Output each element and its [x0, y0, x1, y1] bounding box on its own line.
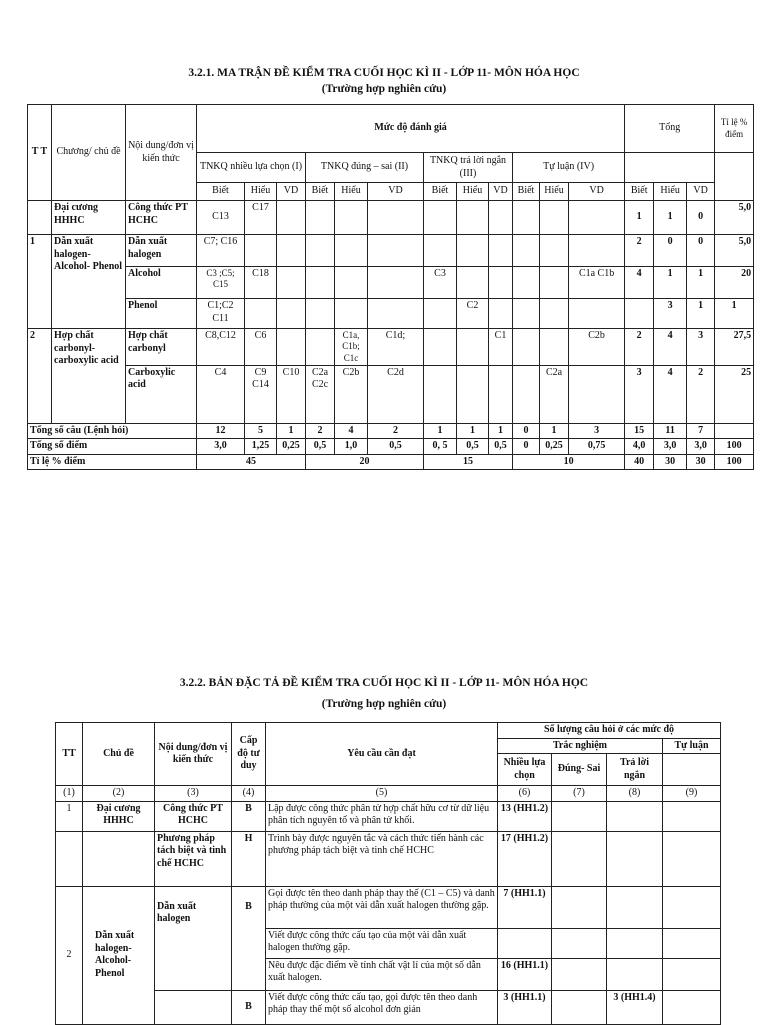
- hdr-noidung: Nội dung/đơn vị kiến thức: [155, 723, 232, 786]
- spec-cell: [663, 928, 721, 958]
- cell: [540, 201, 569, 235]
- hdr-vd: VD: [368, 183, 424, 201]
- row-tt: 2: [28, 329, 52, 424]
- row-chuong: Hợp chất carbonyl- carboxylic acid: [52, 329, 126, 424]
- hdr-biet: Biết: [625, 183, 654, 201]
- spec-tt: 2: [56, 886, 83, 1024]
- cell: [424, 235, 457, 267]
- cell: [489, 201, 513, 235]
- total-cell: 1: [489, 423, 513, 439]
- tong-hieu: 1: [654, 267, 687, 299]
- spec-cell: [498, 928, 552, 958]
- cell: C6: [245, 329, 277, 366]
- total-cell: 0,25: [277, 439, 306, 455]
- row-tile: 20: [715, 267, 754, 299]
- cell: C2: [457, 299, 489, 329]
- spec-capdo: B: [232, 886, 266, 990]
- hdr-chuong: Chương/ chủ đề: [52, 105, 126, 201]
- hdr-capdo: Cấp độ tư duy: [232, 723, 266, 786]
- cell: [489, 235, 513, 267]
- hdr-biet: Biết: [306, 183, 335, 201]
- cell: [569, 235, 625, 267]
- cell: [457, 329, 489, 366]
- hdr-hieu: Hiểu: [540, 183, 569, 201]
- row-noidung: Công thức PT HCHC: [126, 201, 197, 235]
- cell: C1a, C1b; C1c: [335, 329, 368, 366]
- col-number: (9): [663, 786, 721, 802]
- total-cell: 4: [335, 423, 368, 439]
- spec-cell: [552, 801, 607, 831]
- cell: C13: [197, 201, 245, 235]
- total-cell: 1: [277, 423, 306, 439]
- spec-cell: [663, 886, 721, 928]
- row-tile: 27,5: [715, 329, 754, 366]
- spec-cell: [552, 928, 607, 958]
- cell: [277, 267, 306, 299]
- cell: C3 ;C5; C15: [197, 267, 245, 299]
- total-cell: 3,0: [654, 439, 687, 455]
- hdr-vd: VD: [277, 183, 306, 201]
- tong-biet: 3: [625, 365, 654, 423]
- spec-cell: [663, 958, 721, 990]
- total-cell: 3: [569, 423, 625, 439]
- spec-yeucau: Nêu được đặc điểm về tính chất vật lí của một số dẫn xuất halogen.: [266, 958, 498, 990]
- tong-vd: 0: [687, 201, 715, 235]
- cell: [457, 365, 489, 423]
- spec-capdo: B: [232, 990, 266, 1024]
- tong-hieu: 0: [654, 235, 687, 267]
- spec-tt: [56, 831, 83, 886]
- row-tt: 1: [28, 235, 52, 329]
- spec-cell: [552, 990, 607, 1024]
- tong-hieu: 4: [654, 365, 687, 423]
- row-noidung: Dẫn xuất halogen: [126, 235, 197, 267]
- spec-yeucau: Viết được công thức cấu tạo của một vài dẫn xuất halogen thường gặp.: [266, 928, 498, 958]
- cell: [569, 201, 625, 235]
- total-cell: 12: [197, 423, 245, 439]
- row-tile: 5,0: [715, 201, 754, 235]
- spec-cell: [552, 958, 607, 990]
- cell: [489, 365, 513, 423]
- hdr-mucdo: Mức độ đánh giá: [197, 105, 625, 153]
- hdr-vd: VD: [569, 183, 625, 201]
- spec-cell: [607, 831, 663, 886]
- tong-biet: 2: [625, 329, 654, 366]
- row-tile: 25: [715, 365, 754, 423]
- hdr-blank: [663, 754, 721, 786]
- spec-subtitle: (Trường hợp nghiên cứu): [321, 698, 447, 710]
- total-cell: 0, 5: [424, 439, 457, 455]
- spec-yeucau: Trình bày được nguyên tắc và cách thức tiến hành các phương pháp tách biệt và tinh chế HCHC: [266, 831, 498, 886]
- spec-capdo: B: [232, 801, 266, 831]
- spec-chude: [83, 831, 155, 886]
- cell: [277, 201, 306, 235]
- tong-biet: 1: [625, 201, 654, 235]
- row-noidung: Alcohol: [126, 267, 197, 299]
- hdr-chude: Chủ đề: [83, 723, 155, 786]
- cell: C7; C16: [197, 235, 245, 267]
- row-tile: 5,0: [715, 235, 754, 267]
- tong-hieu: 4: [654, 329, 687, 366]
- cell: C1: [489, 329, 513, 366]
- cell: [424, 365, 457, 423]
- cell: C1;C2 C11: [197, 299, 245, 329]
- cell: [457, 201, 489, 235]
- cell: C18: [245, 267, 277, 299]
- total-cell: 1: [540, 423, 569, 439]
- cell: [569, 365, 625, 423]
- cell: [513, 299, 540, 329]
- cell: [457, 235, 489, 267]
- total-cell: 1: [457, 423, 489, 439]
- hdr-group-3: TNKQ trả lời ngắn (III): [424, 153, 513, 183]
- cell: C2d: [368, 365, 424, 423]
- col-number: (7): [552, 786, 607, 802]
- tong-biet: 4: [625, 267, 654, 299]
- row-noidung: Carboxylic acid: [126, 365, 197, 423]
- spec-yeucau: Gọi được tên theo danh pháp thay thế (C1 – C5) và danh pháp thường của một vài dẫn xuất halogen thường gặp.: [266, 886, 498, 928]
- tong-vd: 1: [687, 267, 715, 299]
- spec-cell: [663, 831, 721, 886]
- cell: [540, 299, 569, 329]
- cell: C17: [245, 201, 277, 235]
- cell: C8,C12: [197, 329, 245, 366]
- cell: [513, 201, 540, 235]
- tong-biet: 3: [654, 299, 687, 329]
- total-cell: 0,5: [489, 439, 513, 455]
- spec-c6: 17 (HH1.2): [498, 831, 552, 886]
- col-number: (4): [232, 786, 266, 802]
- total-tile-label: Tỉ lệ % điểm: [28, 454, 197, 470]
- total-cell: 40: [625, 454, 654, 470]
- cell: [335, 299, 368, 329]
- total-cell: 5: [245, 423, 277, 439]
- cell: [540, 267, 569, 299]
- total-tile-group: 15: [424, 454, 513, 470]
- tong-vd: 3: [687, 329, 715, 366]
- col-number: (1): [56, 786, 83, 802]
- spec-table: [55, 722, 721, 1025]
- total-cell: 0: [513, 439, 540, 455]
- total-cell: [715, 423, 754, 439]
- total-cell: 0,5: [457, 439, 489, 455]
- spec-cell: [607, 886, 663, 928]
- hdr-hieu: Hiểu: [457, 183, 489, 201]
- spec-c6: 7 (HH1.1): [498, 886, 552, 928]
- spec-c6: 16 (HH1.1): [498, 958, 552, 990]
- hdr-biet: Biết: [513, 183, 540, 201]
- cell: [424, 329, 457, 366]
- spec-yeucau: Lập được công thức phân tử hợp chất hữu cơ từ dữ liệu phân tích nguyên tố và phân tử khối.: [266, 801, 498, 831]
- cell: [489, 299, 513, 329]
- spec-capdo: H: [232, 831, 266, 886]
- total-cell: 0,5: [306, 439, 335, 455]
- cell: [513, 267, 540, 299]
- spec-title: 3.2.2. BẢN ĐẶC TẢ ĐỀ KIỂM TRA CUỐI HỌC KÌ II - LỚP 11- MÔN HÓA HỌC: [179, 677, 589, 689]
- total-cell: 30: [687, 454, 715, 470]
- total-cell: 11: [654, 423, 687, 439]
- hdr-traloi: Trả lời ngắn: [607, 754, 663, 786]
- row-chuong: Dẫn xuất halogen- Alcohol- Phenol: [52, 235, 126, 329]
- spec-noidung: Dẫn xuất halogen: [155, 886, 232, 990]
- col-number: (3): [155, 786, 232, 802]
- cell: [540, 235, 569, 267]
- tong-hieu: 1: [687, 299, 715, 329]
- spec-tt: 1: [56, 801, 83, 831]
- spec-cell: [552, 886, 607, 928]
- tong-vd: 1: [715, 299, 754, 329]
- cell: C10: [277, 365, 306, 423]
- cell: [306, 299, 335, 329]
- total-cell: 1: [424, 423, 457, 439]
- cell: [245, 235, 277, 267]
- hdr-soluong: Số lượng câu hỏi ở các mức độ: [498, 723, 721, 739]
- cell: [306, 201, 335, 235]
- total-cell: 2: [368, 423, 424, 439]
- cell: C9 C14: [245, 365, 277, 423]
- total-tile-group: 45: [197, 454, 306, 470]
- cell: [277, 235, 306, 267]
- hdr-hieu: Hiểu: [245, 183, 277, 201]
- total-cell: 3,0: [687, 439, 715, 455]
- hdr-vd: VD: [489, 183, 513, 201]
- total-cell: 4,0: [625, 439, 654, 455]
- cell: [306, 329, 335, 366]
- cell: [368, 235, 424, 267]
- cell: C1d;: [368, 329, 424, 366]
- tong-vd: 0: [687, 235, 715, 267]
- hdr-biet: Biết: [197, 183, 245, 201]
- hdr-hieu: Hiểu: [654, 183, 687, 201]
- col-number: (8): [607, 786, 663, 802]
- cell: [489, 267, 513, 299]
- col-number: (2): [83, 786, 155, 802]
- row-noidung: Phenol: [126, 299, 197, 329]
- hdr-noidung: Nội dung/đơn vị kiến thức: [126, 105, 197, 201]
- row-noidung: Hợp chất carbonyl: [126, 329, 197, 366]
- total-sodiem-label: Tổng số điểm: [28, 439, 197, 455]
- cell: [277, 329, 306, 366]
- total-cell: 100: [715, 439, 754, 455]
- hdr-group-1: TNKQ nhiều lựa chọn (I): [197, 153, 306, 183]
- spec-noidung: Công thức PT HCHC: [155, 801, 232, 831]
- cell: C4: [197, 365, 245, 423]
- hdr-tong: Tổng: [625, 105, 715, 153]
- matrix-title: 3.2.1. MA TRẬN ĐỀ KIỂM TRA CUỐI HỌC KÌ II - LỚP 11- MÔN HÓA HỌC: [188, 67, 580, 79]
- total-cell: 7: [687, 423, 715, 439]
- hdr-biet: Biết: [424, 183, 457, 201]
- total-cell: 0,25: [540, 439, 569, 455]
- cell: C2b: [335, 365, 368, 423]
- total-cell: 1,25: [245, 439, 277, 455]
- spec-cell: [663, 801, 721, 831]
- hdr-tile: Tỉ lệ % điểm: [715, 105, 754, 153]
- cell: [457, 267, 489, 299]
- total-cell: 1,0: [335, 439, 368, 455]
- col-number: (6): [498, 786, 552, 802]
- spec-cell: [607, 801, 663, 831]
- tong-vd: 2: [687, 365, 715, 423]
- cell: [306, 267, 335, 299]
- spec-noidung: [155, 990, 232, 1024]
- col-number: (5): [266, 786, 498, 802]
- cell: [368, 299, 424, 329]
- spec-c6: 3 (HH1.1): [498, 990, 552, 1024]
- spec-cell: [607, 928, 663, 958]
- row-chuong: Đại cương HHHC: [52, 201, 126, 235]
- hdr-group-2: TNKQ đúng – sai (II): [306, 153, 424, 183]
- tong-biet: 2: [625, 235, 654, 267]
- hdr-tt: TT: [56, 723, 83, 786]
- spec-cell: [552, 831, 607, 886]
- hdr-yeucau: Yêu cầu cần đạt: [266, 723, 498, 786]
- spec-yeucau: Viết được công thức cấu tạo, gọi được tên theo danh pháp thay thế một số alcohol đơn giản: [266, 990, 498, 1024]
- cell: [513, 329, 540, 366]
- row-tt: [28, 201, 52, 235]
- cell: [513, 365, 540, 423]
- tong-hieu: 1: [654, 201, 687, 235]
- spec-cell: [607, 958, 663, 990]
- hdr-tt: T T: [28, 105, 52, 201]
- cell: [424, 299, 457, 329]
- cell: C2a: [540, 365, 569, 423]
- cell: C2b: [569, 329, 625, 366]
- hdr-dungsai: Đúng- Sai: [552, 754, 607, 786]
- spec-noidung: Phương pháp tách biệt và tinh chế HCHC: [155, 831, 232, 886]
- cell: [245, 299, 277, 329]
- matrix-subtitle: (Trường hợp nghiên cứu): [321, 83, 447, 95]
- total-cell: 100: [715, 454, 754, 470]
- total-cell: 0,75: [569, 439, 625, 455]
- total-cell: 0: [513, 423, 540, 439]
- hdr-group-4: Tự luận (IV): [513, 153, 625, 183]
- cell: [335, 267, 368, 299]
- hdr-hieu: Hiểu: [335, 183, 368, 201]
- cell: [513, 235, 540, 267]
- hdr-tuluan: Tự luận: [663, 738, 721, 754]
- spec-c8: 3 (HH1.4): [607, 990, 663, 1024]
- hdr-tile-blank: [715, 153, 754, 201]
- cell: C2a C2c: [306, 365, 335, 423]
- cell: [335, 235, 368, 267]
- cell: [306, 235, 335, 267]
- spec-chude: Dẫn xuất halogen- Alcohol- Phenol: [83, 886, 155, 1024]
- cell: [335, 201, 368, 235]
- hdr-nhieu: Nhiều lựa chọn: [498, 754, 552, 786]
- total-cell: 15: [625, 423, 654, 439]
- total-cell: 30: [654, 454, 687, 470]
- spec-chude: Đại cương HHHC: [83, 801, 155, 831]
- cell: C3: [424, 267, 457, 299]
- spec-cell: [663, 990, 721, 1024]
- cell: [569, 299, 625, 329]
- cell: [277, 299, 306, 329]
- total-cell: 2: [306, 423, 335, 439]
- total-socau-label: Tổng số câu (Lệnh hỏi): [28, 423, 197, 439]
- cell: [368, 267, 424, 299]
- matrix-table: [27, 104, 754, 470]
- total-tile-group: 10: [513, 454, 625, 470]
- hdr-tracnghiem: Trắc nghiệm: [498, 738, 663, 754]
- cell: C1a C1b: [569, 267, 625, 299]
- hdr-tong-blank: [625, 153, 715, 183]
- total-cell: 3,0: [197, 439, 245, 455]
- cell: [424, 201, 457, 235]
- cell: [625, 299, 654, 329]
- cell: [368, 201, 424, 235]
- hdr-vd: VD: [687, 183, 715, 201]
- total-tile-group: 20: [306, 454, 424, 470]
- spec-c6: 13 (HH1.2): [498, 801, 552, 831]
- cell: [540, 329, 569, 366]
- total-cell: 0,5: [368, 439, 424, 455]
